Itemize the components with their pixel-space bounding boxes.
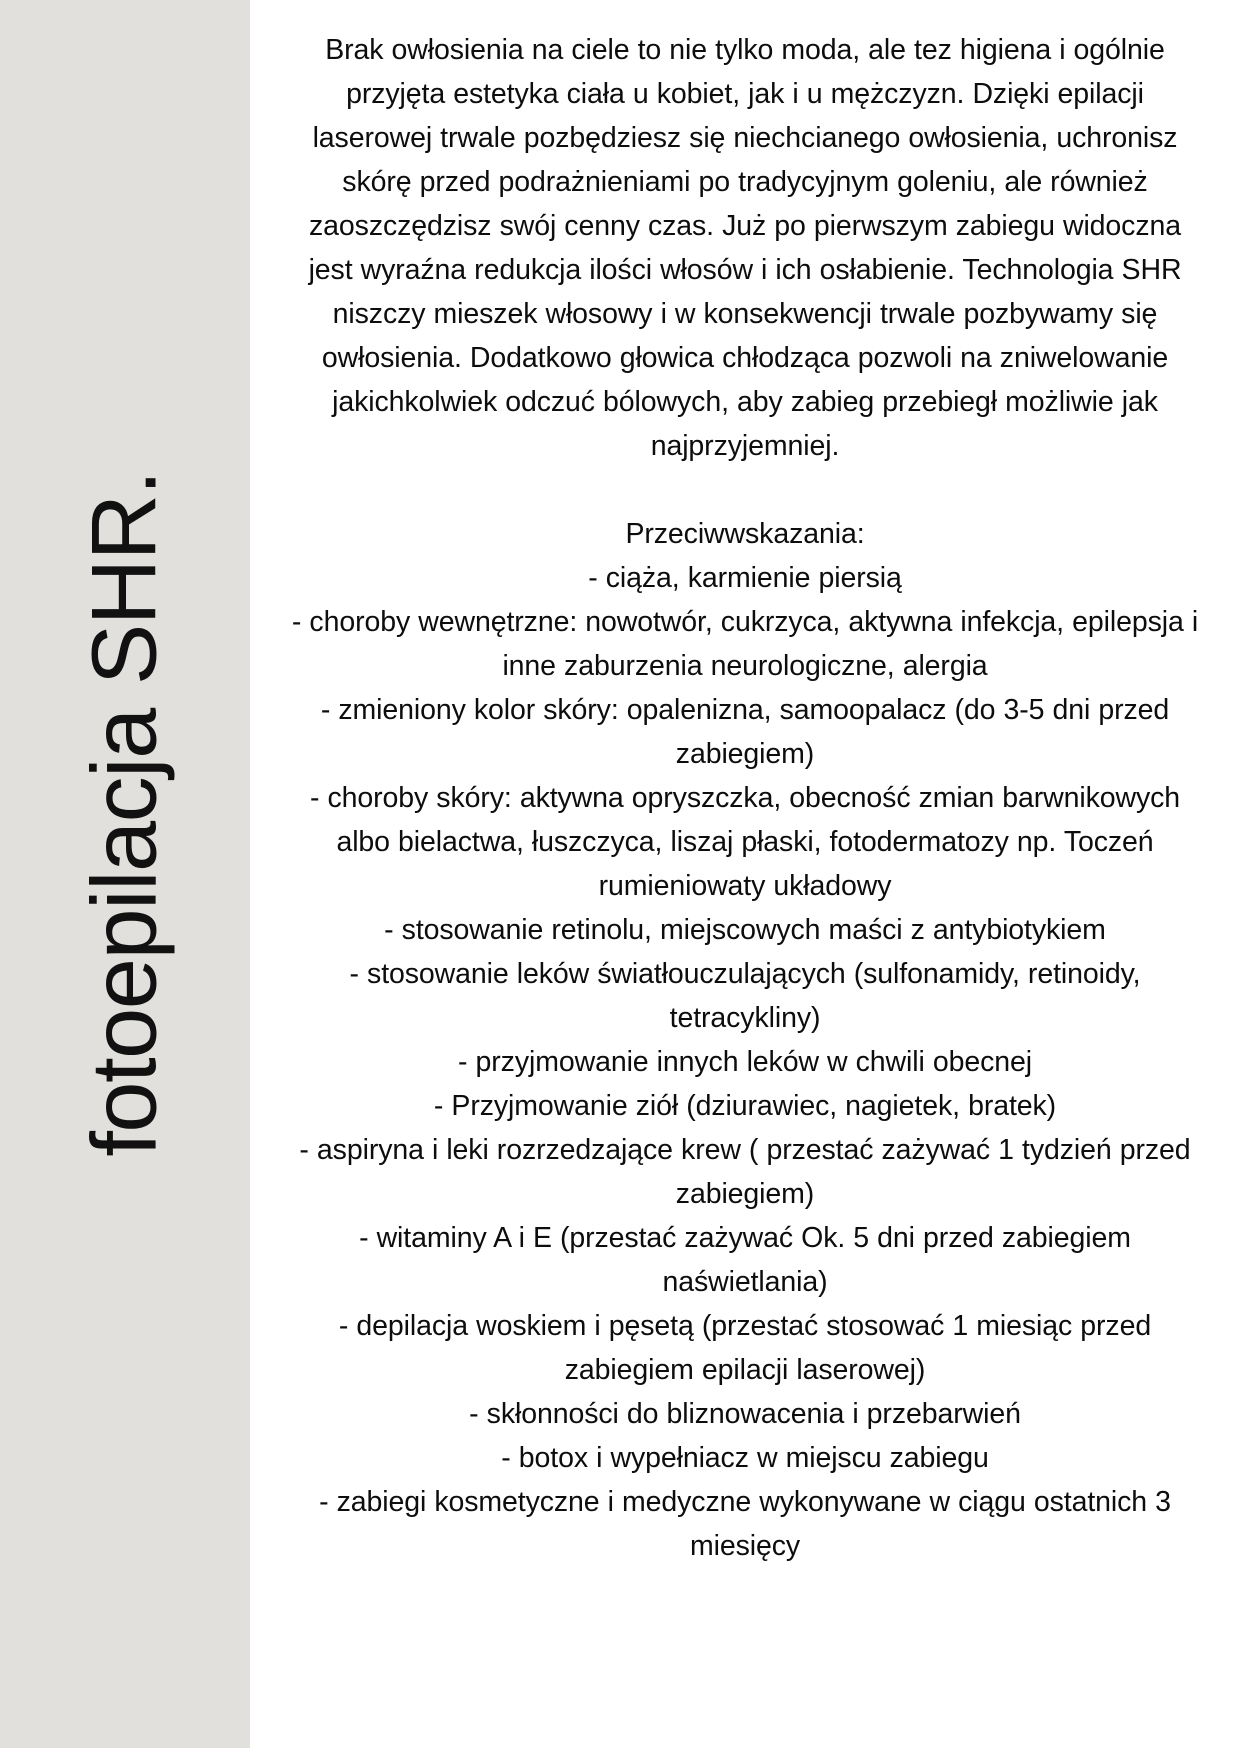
list-item: - przyjmowanie innych leków w chwili obecnej (458, 1046, 1032, 1078)
list-item: - stosowanie retinolu, miejscowych maści z antybiotykiem (384, 914, 1106, 946)
sidebar-title-container (0, 0, 250, 1748)
list-item: - botox i wypełniacz w miejscu zabiegu (501, 1442, 989, 1474)
list-item: - choroby skóry: aktywna opryszczka, obecność zmian barwnikowych albo bielactwa, łuszczyca, liszaj płaski, fotodermatozy np. Toczeń rumieniowaty układowy (309, 782, 1181, 902)
list-item: - choroby wewnętrzne: nowotwór, cukrzyca, aktywna infekcja, epilepsja i inne zaburzenia neurologiczne, alergia (291, 606, 1199, 682)
list-item: - Przyjmowanie ziół (dziurawiec, nagietek, bratek) (433, 1090, 1057, 1122)
contraindications-list (284, 556, 1206, 1568)
main-content (250, 0, 1240, 1748)
list-item: - ciąża, karmienie piersią (588, 562, 902, 594)
sidebar-title-panel (0, 0, 250, 1748)
contraindications-heading: Przeciwwskazania: (625, 518, 865, 550)
vertical-page-title: fotoepilacja SHR. (74, 471, 176, 1157)
paragraph-spacer (284, 468, 1206, 512)
list-item: - aspiryna i leki rozrzedzające krew ( przestać zażywać 1 tydzień przed zabiegiem) (299, 1134, 1191, 1210)
list-item: - zmieniony kolor skóry: opalenizna, samoopalacz (do 3-5 dni przed zabiegiem) (320, 694, 1170, 770)
list-item: - depilacja woskiem i pęsetą (przestać stosować 1 miesiąc przed zabiegiem epilacji laserowej) (338, 1310, 1152, 1386)
list-item: - zabiegi kosmetyczne i medyczne wykonywane w ciągu ostatnich 3 miesięcy (319, 1486, 1171, 1562)
list-item: - skłonności do bliznowacenia i przebarwień (469, 1398, 1021, 1430)
intro-paragraph: Brak owłosienia na ciele to nie tylko moda, ale tez higiena i ogólnie przyjęta estetyka ciała u kobiet, jak i u mężczyzn. Dzięki epilacji laserowej trwale pozbędziesz się niechcianego owłosienia, uchronisz skórę przed podrażnieniami po tradycyjnym goleniu, ale również zaoszczędzisz swój cenny czas. Już po pierwszym zabiegu widoczna jest wyraźna redukcja ilości włosów i ich osłabienie. Technologia SHR niszczy mieszek włosowy i w konsekwencji trwale pozbywamy się owłosienia. Dodatkowo głowica chłodząca pozwoli na zniwelowanie jakichkolwiek odczuć bólowych, aby zabieg przebiegł możliwie jak najprzyjemniej. (308, 34, 1182, 462)
list-item: - stosowanie leków światłouczulających (sulfonamidy, retinoidy, tetracykliny) (349, 958, 1141, 1034)
body-text-block (284, 28, 1206, 1568)
list-item: - witaminy A i E (przestać zażywać Ok. 5 dni przed zabiegiem naświetlania) (359, 1222, 1131, 1298)
